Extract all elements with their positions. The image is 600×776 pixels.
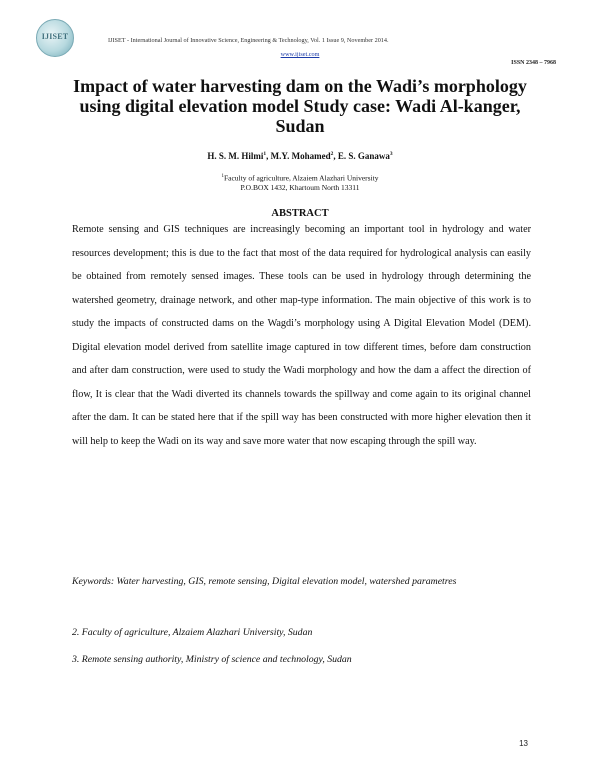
page-number: 13 bbox=[519, 739, 528, 748]
author-name: H. S. M. Hilmi bbox=[207, 151, 264, 161]
author-sup: 2 bbox=[330, 151, 334, 157]
affiliation-line-1: $^1$Faculty of agriculture, Alzaiem Alazhari University bbox=[221, 173, 379, 183]
journal-logo-text: IJISET bbox=[41, 32, 69, 41]
affiliation-note-2: 2. Faculty of agriculture, Alzaiem Alazhari University, Sudan bbox=[72, 627, 313, 638]
journal-header: IJISET - International Journal of Innovative Science, Engineering & Technology, Vol. 1 Issue 9, November 2014. bbox=[108, 37, 389, 44]
affiliation-sup: 1 bbox=[221, 174, 224, 179]
affiliation bbox=[0, 172, 600, 192]
author-name: M.Y. Mohamed bbox=[270, 151, 331, 161]
author-name: E. S. Ganawa bbox=[337, 151, 390, 161]
affiliation-line-2: P.O.BOX 1432, Khartoum North 13311 bbox=[240, 182, 360, 192]
journal-url-link[interactable]: www.ijiset.com bbox=[280, 51, 320, 58]
paper-title: Impact of water harvesting dam on the Wadi’s morphology using digital elevation model Study case: Wadi Al-kanger, Sudan bbox=[73, 76, 527, 136]
abstract-text: Remote sensing and GIS techniques are increasingly becoming an important tool in hydrology and water resources development; this is due to the fact that most of the data required for hydrological analysis can easily be obtained from remotely sensed images. These tools can be used in hydrology through determining the watershed geometry, drainage network, and other map-type information. The main objective of this work is to study the impacts of constructed dams on the Wagdi’s morphology using A Digital Elevation Model (DEM). Digital elevation model derived from satellite image captured in tow different times, before dam construction and after dam construction, were used to study the Wadi morphology and how the dam a affect the direction of flow, It is clear that the Wadi diverted its channels towards the spillway and come again to its original channel after the dam. It can be stated here that if the spill way has been constructed with more higher elevation then it will help to keep the Wadi on its way and save more water that now escaping through the spill way. bbox=[72, 224, 531, 447]
authors-line: H. S. M. Hilmi$^1$, M.Y. Mohamed$^2$, E. S. Ganawa$^3$ bbox=[207, 151, 393, 161]
issn-label: ISSN 2348 – 7968 bbox=[511, 60, 556, 66]
abstract-heading: ABSTRACT bbox=[271, 208, 329, 219]
author-sup: 3 bbox=[389, 151, 393, 157]
keywords: Keywords: Water harvesting, GIS, remote sensing, Digital elevation model, watershed parametres bbox=[72, 576, 457, 587]
author-sup: 1 bbox=[263, 151, 267, 157]
affiliation-note-3: 3. Remote sensing authority, Ministry of science and technology, Sudan bbox=[72, 654, 352, 665]
